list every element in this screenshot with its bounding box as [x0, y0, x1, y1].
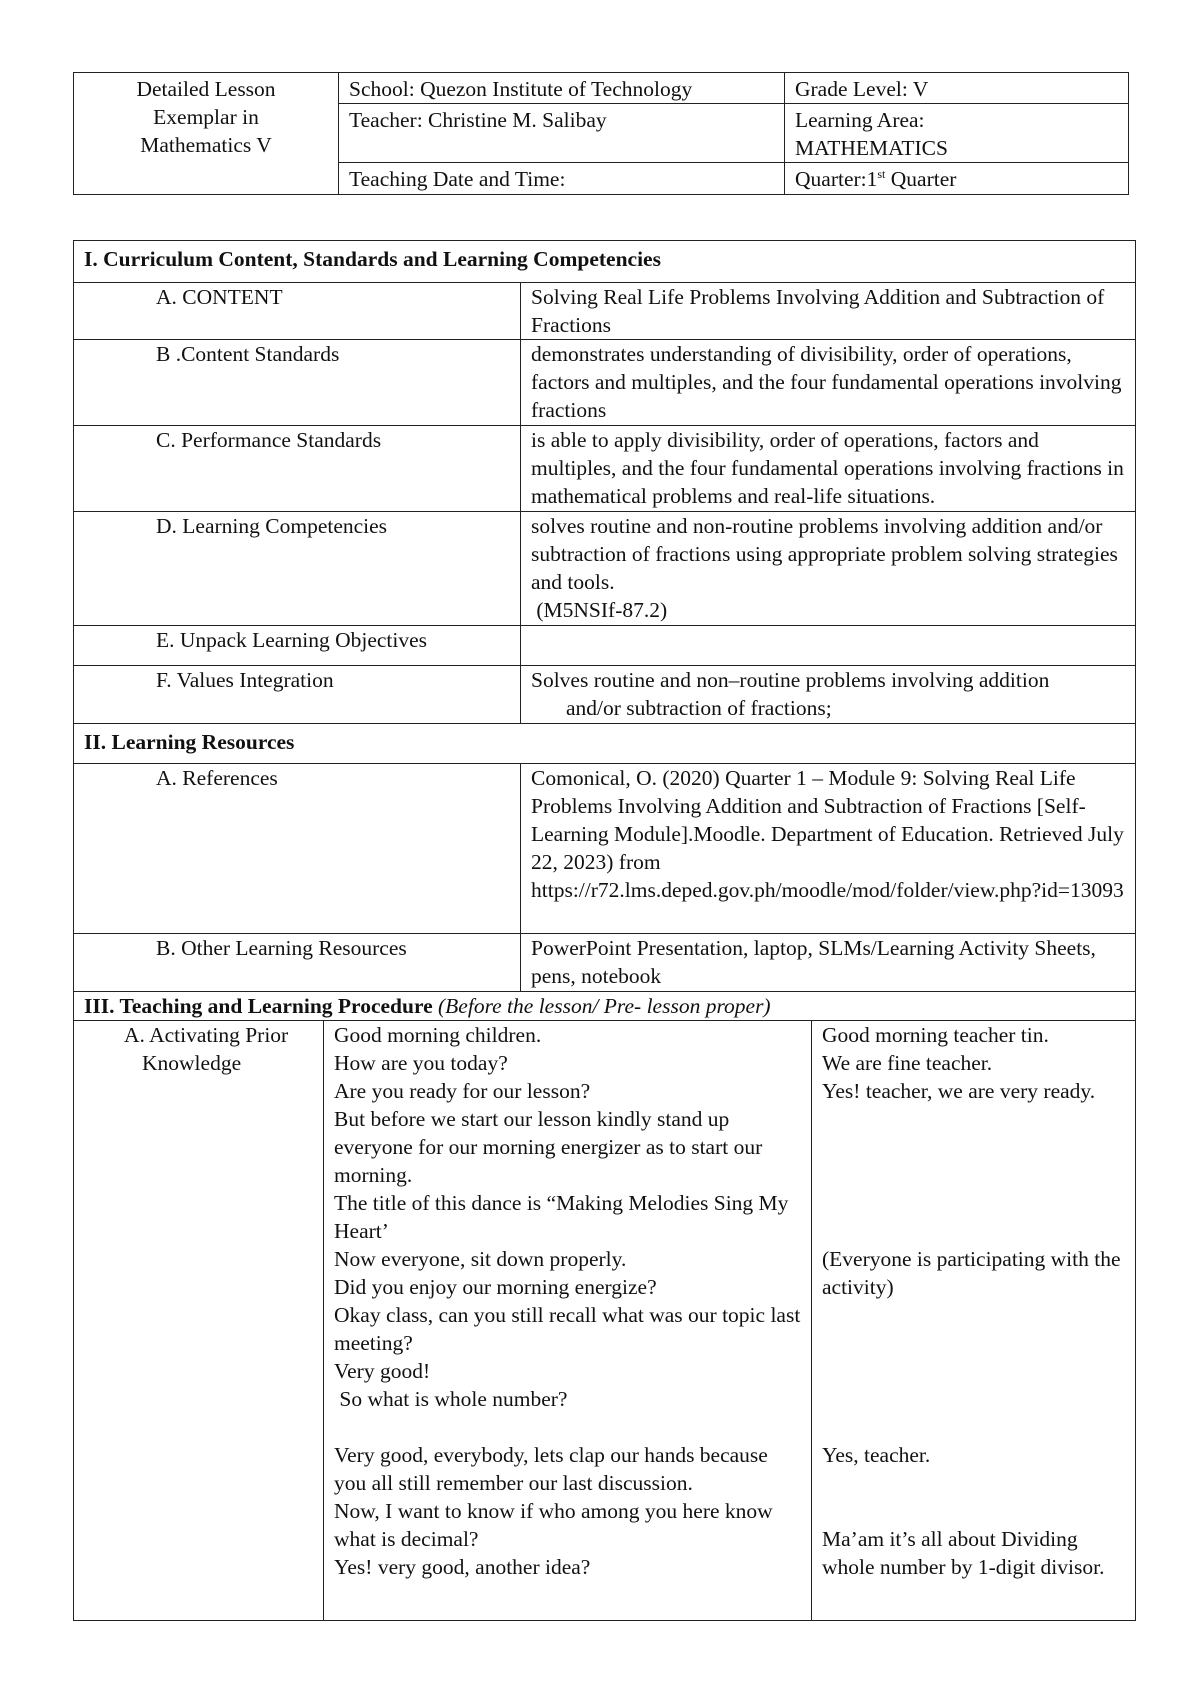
teacher-line: The title of this dance is “Making Melodies Sing My Heart’	[334, 1191, 789, 1243]
teacher-line: Now everyone, sit down properly.	[334, 1247, 627, 1271]
teacher-line: So what is whole number?	[334, 1387, 568, 1411]
teaching-date-cell: Teaching Date and Time:	[339, 163, 785, 195]
teacher-line: Okay class, can you still recall what was our topic last meeting?	[334, 1303, 801, 1355]
content-label: A. CONTENT	[74, 283, 521, 340]
values-integration-line: and/or subtraction of fractions;	[566, 696, 832, 720]
references-label: A. References	[74, 764, 521, 934]
student-responses	[812, 1021, 1136, 1621]
teacher-line: Very good, everybody, lets clap our hands because you all still remember our last discussion.	[334, 1443, 768, 1495]
section-heading-resources: II. Learning Resources	[74, 724, 1136, 764]
values-integration-line: Solves routine and non–routine problems involving addition	[531, 668, 1050, 692]
quarter-sup: st	[877, 166, 886, 181]
learning-competencies-code: (M5NSIf-87.2)	[531, 598, 668, 622]
unpack-objectives-label: E. Unpack Learning Objectives	[74, 626, 521, 666]
learning-competencies-text: solves routine and non-routine problems involving addition and/or subtraction of fractions using appropriate problem solving strategies and tools.	[531, 514, 1118, 594]
step-label-line: Knowledge	[142, 1051, 242, 1075]
references-value: Comonical, O. (2020) Quarter 1 – Module 9: Solving Real Life Problems Involving Addition and Subtraction of Fractions [Self-Learning Module].Moodle. Department of Education. Retrieved July 22, 2023) from https://r72.lms.deped.gov.ph/moodle/mod/folder/view.php?id=13093	[521, 764, 1136, 934]
student-line: We are fine teacher.	[822, 1051, 993, 1075]
lesson-title	[74, 73, 339, 195]
learning-competencies-label: D. Learning Competencies	[74, 512, 521, 626]
teacher-line: Yes! very good, another idea?	[334, 1555, 591, 1579]
content-value: Solving Real Life Problems Involving Addition and Subtraction of Fractions	[521, 283, 1136, 340]
learning-area-cell	[785, 104, 1129, 163]
teacher-line: How are you today?	[334, 1051, 508, 1075]
procedure-heading-note: (Before the lesson/ Pre- lesson proper)	[438, 994, 771, 1018]
student-line: Good morning teacher tin.	[822, 1023, 1049, 1047]
quarter-prefix: Quarter:1	[795, 167, 878, 191]
quarter-cell	[785, 163, 1129, 195]
teacher-line: But before we start our lesson kindly stand up everyone for our morning energizer as to start our morning.	[334, 1107, 763, 1187]
teacher-dialogue	[324, 1021, 812, 1621]
learning-area-value: MATHEMATICS	[795, 136, 948, 160]
performance-standards-value: is able to apply divisibility, order of operations, factors and multiples, and the four fundamental operations involving fractions in mathematical problems and real-life situations.	[521, 426, 1136, 512]
teacher-cell: Teacher: Christine M. Salibay	[339, 104, 785, 163]
section-heading-procedure	[74, 992, 1136, 1021]
spacer	[334, 1413, 801, 1441]
performance-standards-label: C. Performance Standards	[74, 426, 521, 512]
teacher-line: Are you ready for our lesson?	[334, 1079, 591, 1103]
unpack-objectives-value	[521, 626, 1136, 666]
other-resources-label: B. Other Learning Resources	[74, 934, 521, 992]
teacher-line: Did you enjoy our morning energize?	[334, 1275, 657, 1299]
lesson-title-line: Detailed Lesson	[136, 77, 276, 101]
teacher-line: Very good!	[334, 1359, 431, 1383]
procedure-heading-text: III. Teaching and Learning Procedure	[84, 994, 433, 1018]
grade-level-cell: Grade Level: V	[785, 73, 1129, 104]
values-integration-label: F. Values Integration	[74, 666, 521, 724]
teacher-line: Now, I want to know if who among you here know what is decimal?	[334, 1499, 773, 1551]
content-standards-value: demonstrates understanding of divisibility, order of operations, factors and multiples, and the four fundamental operations involving fractions	[521, 340, 1136, 426]
quarter-suffix: Quarter	[885, 167, 957, 191]
step-label-line: A. Activating Prior	[124, 1023, 289, 1047]
other-resources-value: PowerPoint Presentation, laptop, SLMs/Learning Activity Sheets, pens, notebook	[521, 934, 1136, 992]
lesson-main-table	[73, 240, 1136, 1621]
school-cell: School: Quezon Institute of Technology	[339, 73, 785, 104]
learning-competencies-value	[521, 512, 1136, 626]
teacher-line: Good morning children.	[334, 1023, 542, 1047]
student-line: Yes! teacher, we are very ready.	[822, 1079, 1096, 1103]
learning-area-label: Learning Area:	[795, 108, 925, 132]
lesson-title-line: Exemplar in	[153, 105, 259, 129]
section-heading-curriculum: I. Curriculum Content, Standards and Learning Competencies	[74, 241, 1136, 283]
activating-prior-knowledge-label	[74, 1021, 324, 1621]
student-line: Ma’am it’s all about Dividing whole number by 1-digit divisor.	[822, 1527, 1105, 1579]
values-integration-value	[521, 666, 1136, 724]
content-standards-label: B .Content Standards	[74, 340, 521, 426]
student-line: (Everyone is participating with the activity)	[822, 1247, 1121, 1299]
lesson-header-table	[73, 72, 1129, 195]
student-line: Yes, teacher.	[822, 1443, 931, 1467]
lesson-title-line: Mathematics V	[140, 133, 272, 157]
